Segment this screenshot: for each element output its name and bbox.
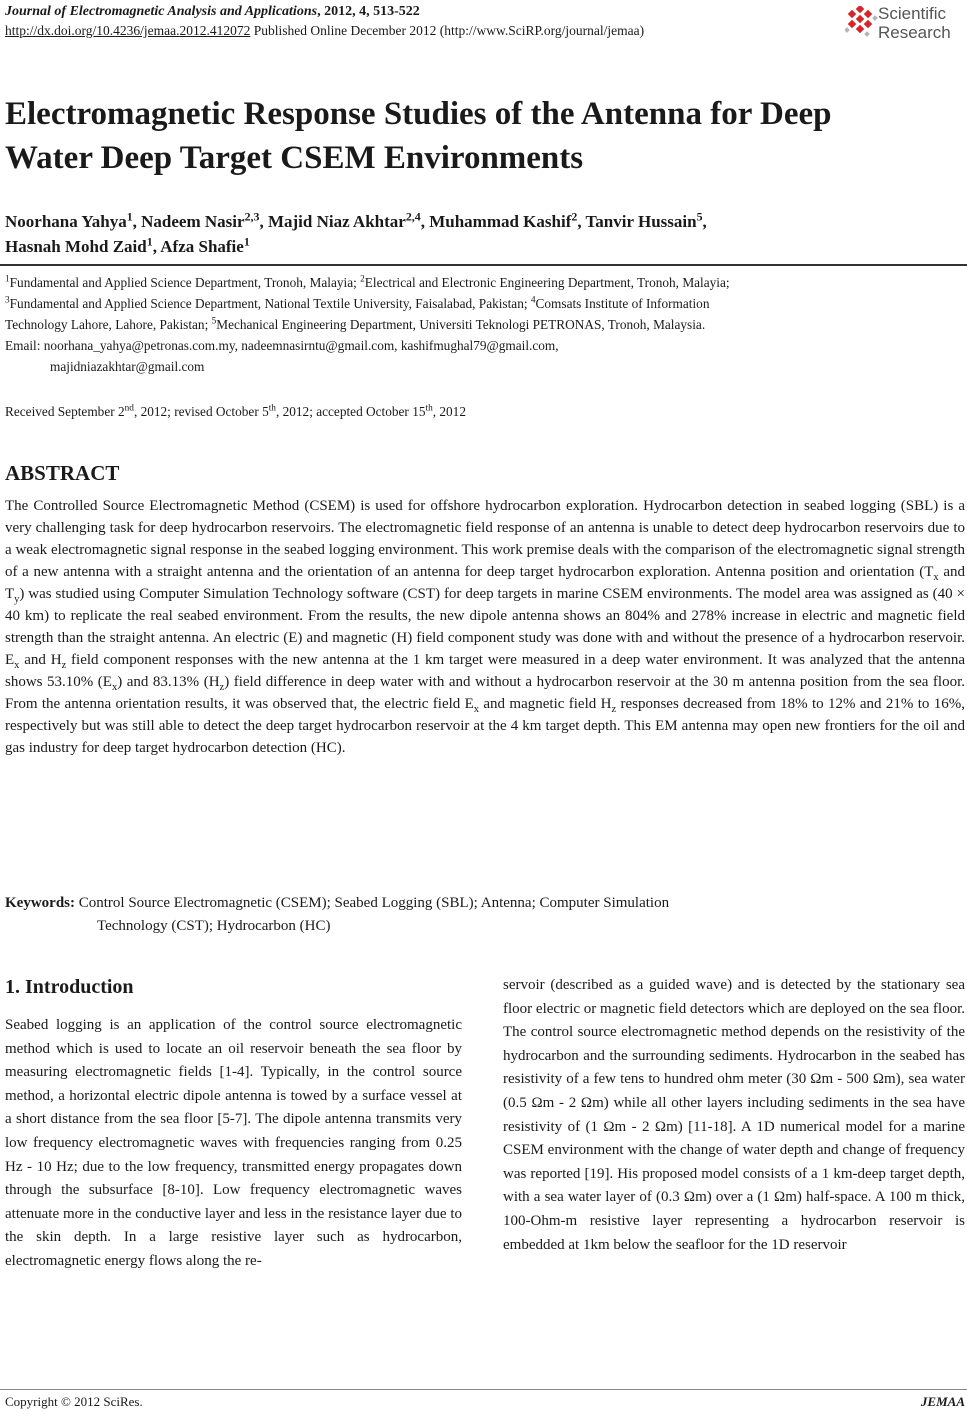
intro-column-left: Seabed logging is an application of the control source electromagnetic method which is used to locate an oil reservoir beneath the sea floor by measuring electromagnetic fields [1-4]. Typically, in the control source method, a horizontal electric dipole antenna is towed by a surface vessel at a short distance from the sea floor [5-7]. The dipole antenna transmits very low frequency electromagnetic waves with frequencies ranging from 0.25 Hz - 10 Hz; due to the low frequency, transmitted energy propagates down through the subsurface [8-10]. Low frequency electromagnetic waves attenuate more in the conductive layer and less in the resistance layer due to the skin depth. In a large resistive layer such as hydrocarbon, electromagnetic energy flows along the re- (5, 1017, 462, 1269)
affiliations: $^1$Fundamental and Applied Science Department, Tronoh, Malayia; $^2$Electrical and Electronic Engineering Department, Tronoh, Malayia; $^3$Fundamental and Applied Science Department, National Textile University, Faisalabad, Pakistan; $^4$Comsats Institute of Information Technology Lahore, Lahore, Pakistan; $^5$Mechanical Engineering Department, Universiti Teknologi PETRONAS, Tronoh, Malaysia. Email: noorhana_yahya@petronas.com.my, nadeemnasirntu@gmail.com, kashifmughal79@gmail.com, majidniazakhtar@gmail.com (5, 272, 967, 377)
intro-column-right: servoir (described as a guided wave) and is detected by the stationary sea floor electric or magnetic field detectors which are deployed on the sea floor. The control source electromagnetic method depends on the resistivity of the hydrocarbon and the surrounding sediments. Hydrocarbon in the seabed has resistivity of a few tens to hundred ohm meter (30 Ωm - 500 Ωm), sea water (0.5 Ωm - 2 Ωm) while all other layers including sediments in the sea have resistivity of (1 Ωm - 2 Ωm) [11-18]. A 1D numerical model for a marine CSEM environment with the change of water depth and change of frequency was reported [19]. His proposed model consists of a 1 km-deep target depth, with a sea water layer of (0.3 Ωm) over a (1 Ωm) half-space. A 100 m thick, 100-Ohm-m resistive layer representing a hydrocarbon reservoir is embedded at 1km below the seafloor for the 1D reservoir (503, 977, 965, 1253)
published-online: Published Online December 2012 (http://www.SciRP.org/journal/jemaa) (253, 23, 645, 38)
received-dates: Received September 2nd, 2012; revised October 5th, 2012; accepted October 15th, 2012 (5, 403, 466, 419)
journal-abbreviation: JEMAA (920, 1394, 965, 1409)
diamond-pattern-icon (845, 6, 879, 40)
logo-text: Scientific Research (878, 4, 951, 42)
doi-line (5, 21, 835, 40)
email-list: Email: noorhana_yahya@petronas.com.my, nadeemnasirntu@gmail.com, kashifmughal79@gmail.com, (5, 338, 559, 353)
keywords-label: Keywords: (5, 895, 75, 911)
paper-title: Electromagnetic Response Studies of the Antenna for Deep Water Deep Target CSEM Environments (5, 96, 832, 176)
scientific-research-logo (845, 4, 967, 44)
abstract-body: The Controlled Source Electromagnetic Method (CSEM) is used for offshore hydrocarbon exploration. Hydrocarbon detection in seabed logging (SBL) is a very challenging task for deep hydrocarbon reservoirs. The electromagnetic field response of an antenna is unable to detect deep hydrocarbon reservoirs due to a weak electromagnetic signal response in the seabed logging environment. This work premise deals with the comparison of the electromagnetic signal strength of a new antenna with a straight antenna and the orientation of an antenna for deep target hydrocarbon exploration. Antenna position and orientation ($T_x$ and $T_y$) was studied using Computer Simulation Technology software (CST) for deep targets in marine CSEM environments. The model area was assigned as (40 × 40 km) to replicate the real seabed environment. From the results, the new dipole antenna shows an 804% and 278% increase in electric and magnetic field strength than the straight antenna. An electric (E) and magnetic (H) field component study was done with and without the presence of a hydrocarbon reservoir. $E_x$ and $H_z$ field component responses with the new antenna at the 1 km target were measured in a deep water environment. It was analyzed that the antenna shows 53.10% $(E_x)$ and 83.13% $(H_z)$ field difference in deep water with and without a hydrocarbon reservoir at the 30 m antenna position from the sea floor. From the antenna orientation results, it was observed that, the electric field $E_x$ and magnetic field $H_z$ responses decreased from 18% to 12% and 21% to 16%, respectively but was still able to detect the deep target hydrocarbon reservoir at the 4 km target depth. This EM antenna may open new frontiers for the oil and gas industry for deep target hydrocarbon detection (HC). (5, 498, 965, 756)
email-list-continued: majidniazakhtar@gmail.com (50, 359, 205, 374)
running-header (5, 2, 835, 40)
abstract-heading: ABSTRACT (5, 461, 120, 485)
copyright: Copyright © 2012 SciRes. (5, 1394, 143, 1409)
introduction-heading: 1. Introduction (5, 976, 134, 998)
doi-link[interactable]: http://dx.doi.org/10.4236/jemaa.2012.412072 (5, 23, 251, 38)
author-list: Noorhana Yahya$^1$, Nadeem Nasir$^{2,3}$, Majid Niaz Akhtar$^{2,4}$, Muhammad Kashif$^2$, Tanvir Hussain$^5$, Hasnah Mohd Zaid$^1$, Afza Shafie$^1$ (5, 209, 707, 256)
footer-divider (0, 1389, 967, 1390)
keywords: Keywords: Control Source Electromagnetic (CSEM); Seabed Logging (SBL); Antenna; Computer Simulation Technology (CST); Hydrocarbon (HC) (5, 895, 670, 934)
header-divider (0, 264, 967, 266)
journal-citation: Journal of Electromagnetic Analysis and Applications, 2012, 4, 513-522 (5, 4, 420, 19)
